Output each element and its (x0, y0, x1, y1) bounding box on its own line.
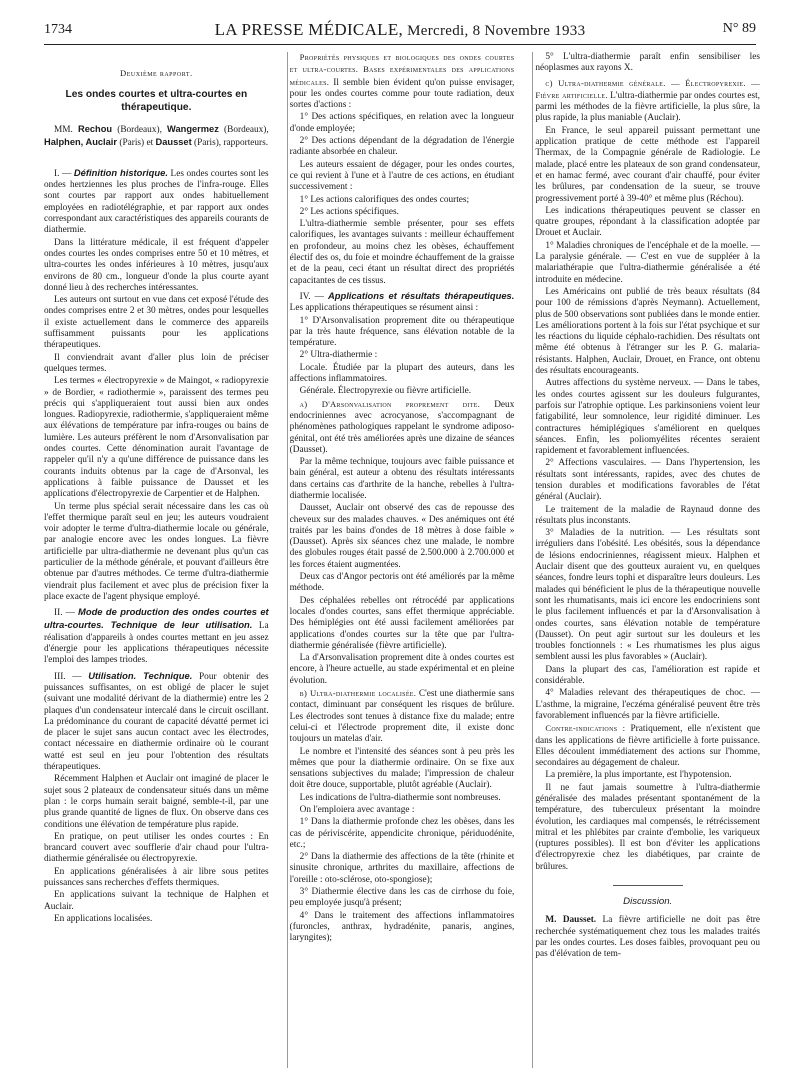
paragraph: Les auteurs ont surtout en vue dans cet exposé l'étude des ondes comprises entre 2 et 30 mètres, ondes pour lesquelles il existe actuellement dans le commerce des appareils suffisamment puissants pour les applications thérapeutiques. (44, 295, 269, 351)
paragraph: Il ne faut jamais soumettre à l'ultra-diathermie généralisée des malades présentant spontanément de la température, des tuberculeux présentant la moindre évolution, les cardiaques mal compensés, le rétrécissement mitral et les phlébites par crainte d'embolie, les variqueux (ruptures possibles). Il est bon d'éviter les applications d'électropyrexie chez les diabétiques, par crainte de brûlures. (535, 782, 761, 872)
section-3-paragraph (44, 670, 269, 774)
paragraph: En applications généralisées à air libre sous petites puissances sans recherches d'effets thermiques. (44, 866, 269, 888)
paragraph: 1° D'Arsonvalisation proprement dite ou thérapeutique par la très haute fréquence, sans élévation notable de la température. (289, 315, 515, 349)
page-header (44, 18, 756, 45)
paragraph: Dausset, Auclair ont observé des cas de repousse des cheveux sur des malades chauves. « Des anémiques ont été traités par les bains d'ondes de 18 mètres à dose faible » (Dausset). Après six séances chez une malade, le nombre des globules rouges était passé de 2.500.000 à 2.700.000 et les forces étaient augmentées. (289, 503, 515, 570)
arsonvalisation-paragraph (290, 399, 515, 456)
report-label: Deuxième rapport. (120, 68, 193, 78)
paragraph: 1° Des actions spécifiques, en relation avec la longueur d'onde employée; (289, 112, 515, 134)
localised-diathermy-heading: b) Ultra-diathermie localisée. (299, 688, 417, 699)
column-1 (44, 52, 269, 1068)
paragraph: Les ondes courtes sont les ondes hertziennes les plus proches de l'infra-rouge. Elles sont courtes par rapport aux ondes habituellement employées en radiotélégraphie, et par rapport aux ondes correspondant aux caractéristiques des appareils courants de diathermie. (44, 168, 269, 236)
paragraph: 5° L'ultra-diathermie paraît enfin sensibiliser les néoplasmes aux rayons X. (535, 52, 761, 74)
paragraph: Récemment Halphen et Auclair ont imaginé de placer le sujet sous 2 plateaux de condensateur situés dans un même plan : le corps humain serait baigné, semble-t-il, par une plus grande quantité de lignes de flux. On observe dans ces conditions une élévation de température plus rapide. (44, 774, 269, 830)
contraindications-heading: Contre-indications : (545, 723, 626, 734)
paragraph: 1° Dans la diathermie profonde chez les obèses, dans les cas de périviscérite, appendicite chronique, périduodénite, etc.; (289, 817, 515, 850)
author-halphen-affiliation: (Paris) et (119, 137, 154, 148)
paragraph: Les applications thérapeutiques se résument ainsi : (289, 303, 479, 314)
column-3 (532, 52, 760, 1068)
article-columns (44, 52, 760, 1068)
general-diathermy-paragraph (535, 78, 760, 125)
section-divider (613, 885, 683, 886)
report-title: Les ondes courtes et ultra-courtes en thérapeutique. (65, 89, 248, 113)
paragraph: Le traitement de la maladie de Raynaud donne des résultats plus inconstants. (535, 504, 761, 526)
authors-prefix: MM. (54, 125, 73, 136)
paragraph: Deux cas d'Angor pectoris ont été améliorés par la même méthode. (289, 572, 515, 594)
section-1-paragraph (44, 167, 269, 237)
journal-name: LA PRESSE MÉDICALE, (214, 20, 404, 39)
paragraph: Il conviendrait avant d'aller plus loin de préciser quelques termes. (44, 352, 269, 374)
paragraph: Locale. Étudiée par la plupart des auteurs, dans les affections inflammatoires. (289, 362, 515, 385)
paragraph: Les termes « électropyrexie » de Maingot, « radiopyrexie » de Bordier, « radiothermie », paraissent des termes peu précis qui s'appliqueraient tout aussi bien aux ondes longues. Radiopyrexie, radiothermie, s'appliqueraient même aux élévations de température par infra-rouges ou bains de lumière. Les auteurs préfèrent le nom d'Arsonvalisation par ondes courtes. Cette dénomination aurait l'avantage de rappeler qu'il n'y a qu'une différence de puissance dans les courants induits obtenus par la cage de d'Arsonval, les applications à faible puissance de Dausset et les applications d'électropyrexie de Carpentier et de Halphen. (44, 376, 269, 500)
paragraph: En applications localisées. (54, 913, 153, 924)
paragraph: 2° Les actions spécifiques. (299, 206, 399, 217)
section-4-heading: Applications et résultats thérapeutiques. (327, 289, 515, 301)
discussion-heading: Discussion. (623, 896, 673, 908)
localised-diathermy-paragraph (290, 688, 515, 745)
section-2-number: II. — (54, 608, 75, 619)
paragraph: Les auteurs essaient de dégager, pour les ondes courtes, ce qui revient à l'une et à l'autre de ces actions, en étudiant successivement : (289, 159, 515, 193)
paragraph: Les indications thérapeutiques peuvent se classer en quatre groupes, répondant à la classification adoptée par Drouet et Auclair. (535, 205, 761, 239)
paragraph: En France, le seul appareil puissant permettant une application pratique de cette méthode est l'appareil Thermax, de la Compagnie générale de Radiologie. Le malade, placé entre les plateaux de son grand condensateur, et en hamac fermé, avec courant d'air chauffé, pour éviter les brûlures, par condensation de la sueur, se trouve progressivement porté à 39-40° et même plus (Réchou). (535, 125, 761, 204)
author-halphen-auclair: Halphen, Auclair (44, 136, 118, 147)
paragraph: L'ultra-diathermie semble présenter, pour ses effets calorifiques, les avantages suivants : meilleur échauffement en profondeur, au moins chez les obèses, échauffement électif des os, du foie et moindre échauffement de la graisse et de la peau, ceci étant un résultat direct des propriétés capacitantes de ces tissus. (289, 219, 515, 286)
paragraph: Pratiquement, elle n'existent que dans les applications de fièvre artificielle à forte puissance. Elles découlent immédiatement des actions sur l'homme, secondaires au dégagement de chaleur. (535, 724, 761, 769)
paragraph: 2° Ultra-diathermie : (299, 350, 378, 361)
author-rechou-affiliation: (Bordeaux), (117, 125, 162, 136)
paragraph: 3° Maladies de la nutrition. — Les résultats sont irréguliers dans l'obésité. Les obésités, sous la dépendance de lésions endocriniennes, réagissent mieux. Halphen et Auclair disent que des goutteux auraient vu, en quelques séances, fondre leurs tophi et disparaître leurs douleurs. Les malades qui bénéficient le plus de la thérapeutique nouvelle sont les rhumatisants, mais ici encore les endocriniens sont le plus facilement influencés et par la d'Arsonvalisation à ondes courtes, sans élévation notable de température (Dausset). On peut agir surtout sur les douleurs et les troubles fonctionnels : « Les rhumatismes les plus aigus semblent aussi les plus favorables » (Auclair). (535, 528, 761, 663)
report-authors (44, 124, 269, 149)
paragraph: Les Américains ont publié de très beaux résultats (84 pour 100 de rémissions d'après Neymann). Actuellement, plus de 500 observations sont publiées dans le monde entier. Les améliorations portent à la fois sur l'état psychique et sur les réactions du liquide céphalo-rachidien. Des résultats ont même été obtenus à l'étranger sur les P. G. malaria-résistants. Halphen, Auclair, Drouet, en France, ont obtenu des résultats encourageants. (535, 286, 761, 377)
issue-number: N° 89 (722, 21, 756, 36)
journal-title-line (44, 20, 756, 40)
section-4-number: IV. — (299, 291, 324, 302)
general-diathermy-heading: c) Ultra-diathermie générale. — Électropyrexie. — Fièvre artificielle. (535, 77, 761, 100)
paragraph: On l'emploiera avec avantage : (299, 805, 415, 815)
paragraph: 4° Dans le traitement des affections inflammatoires (furoncles, anthrax, hydradénite, panaris, angines, laryngites); (289, 910, 515, 944)
author-wangermez: Wangermez (167, 124, 219, 135)
properties-paragraph (290, 52, 515, 111)
paragraph: Des céphalées rebelles ont rétrocédé par applications locales d'ondes courtes, sans effet thermique appréciable. Des hémiplégies ont été aussi facilement améliorées par applications d'ondes courtes sur la tête que par l'ultra-diathermie généralisée (fièvre artificielle). (289, 595, 515, 651)
arsonvalisation-heading: a) D'Arsonvalisation proprement dite. (299, 398, 481, 409)
paragraph: C'est une diathermie sans contact, diminuant par conséquent les risques de brûlure. Les électrodes sont tenues à distance fixe du malade; entre celui-ci et l'électrode proprement dite, il existe donc toujours un matelas d'air. (289, 689, 515, 745)
paragraph: La fièvre artificielle ne doit pas être recherchée systématiquement chez tous les malades traités par les ondes courtes. Les doses faibles, provoquant peu ou pas d'élévation de tem- (535, 915, 761, 960)
paragraph: Dans la plupart des cas, l'amélioration est rapide et considérable. (535, 664, 761, 687)
paragraph: En pratique, on peut utiliser les ondes courtes : En brancard couvert avec soufflerie d'air chaud pour l'ultra-diathermie généralisée ou électropyrexie. (44, 831, 269, 865)
paragraph: Le nombre et l'intensité des séances sont à peu près les mêmes que pour la diathermie ordinaire. On se fixe aux sensations subjectives du malade; l'impression de chaleur doit être douce, supportable, plutôt agréable (Auclair). (289, 746, 515, 791)
discussant-name: M. Dausset. (545, 915, 597, 926)
contraindications-paragraph (535, 723, 760, 769)
author-wangermez-affiliation: (Bordeaux), (224, 125, 269, 136)
paragraph: La d'Arsonvalisation proprement dite à ondes courtes est encore, à l'heure actuelle, au stade expérimental et en pleine évolution. (289, 653, 515, 686)
paragraph: La première, la plus importante, est l'hypotension. (545, 770, 732, 781)
paragraph: 4° Maladies relevant des thérapeutiques de choc. — L'asthme, la migraine, l'eczéma généralisé peuvent être très favorablement influencés par la fièvre artificielle. (535, 688, 761, 721)
paragraph: La réalisation d'appareils à ondes courtes mettant en jeu assez d'énergie pour les applications thérapeutiques nécessite l'emploi des lampes triodes. (44, 621, 269, 666)
paragraph: Générale. Électropyrexie ou fièvre artificielle. (299, 386, 472, 397)
page-number: 1734 (44, 22, 72, 37)
paragraph: 2° Des actions dépendant de la dégradation de l'énergie radiante absorbée en chaleur. (289, 136, 515, 158)
issue-date: Mercredi, 8 Novembre 1933 (407, 23, 586, 39)
paragraph: L'ultra-diathermie par ondes courtes est, parmi les méthodes de la fièvre artificielle, la plus sûre, la plus rapide, la plus maniable (Auclair). (535, 90, 761, 124)
paragraph: Deux endocriniennes avec acrocyanose, s'accompagnant de phénomènes pathologiques rappelant le syndrome adiposo-génital, ont été très améliorées après une dizaine de séances (Dausset). (289, 399, 515, 455)
paragraph: 1° Maladies chroniques de l'encéphale et de la moelle. — La paralysie générale. — C'est en vue de suppléer à la malariathérapie que l'ultra-diathermie généralisée a été introduite en médecine. (535, 240, 761, 285)
section-3-number: III. — (54, 671, 82, 682)
section-2-heading: Mode de production des ondes courtes et ultra-courtes. Technique de leur utilisation. (44, 606, 269, 631)
paragraph: 2° Dans la diathermie des affections de la tête (rhinite et sinusite chronique, arthrites du maxillaire, affections de l'oreille : oto-sclérose, oto-spongiose); (289, 852, 515, 885)
section-2-paragraph (44, 606, 269, 666)
paragraph: 2° Affections vasculaires. — Dans l'hypertension, les résultats sont intéressants, rapides, avec des chutes de tension durables et modifications favorables de l'état général (Auclair). (535, 458, 761, 503)
discussion-paragraph (535, 915, 760, 960)
author-dausset: Dausset (155, 136, 192, 147)
author-dausset-affiliation: (Paris), rapporteurs. (194, 137, 269, 148)
paragraph: Il semble bien évident qu'on puisse envisager, pour les ondes courtes comme pour toute radiation, deux sortes d'actions : (289, 77, 515, 111)
paragraph: Les indications de l'ultra-diathermie sont nombreuses. (299, 792, 501, 803)
section-3-heading: Utilisation. Technique. (88, 669, 193, 681)
author-rechou: Rechou (78, 124, 113, 135)
paragraph: Autres affections du système nerveux. — Dans le tabes, les ondes courtes agissent sur les douleurs fulgurantes, parfois sur l'atrophie optique. Les parkinsoniens voient leur fatigabilité, leur somnolence, leur rigidité diminuer. Les contractures hémiplégiques s'améliorent en quelques séances. Enfin, les poliomyélites récentes seraient rapidement et favorablement influencées. (535, 378, 761, 457)
paragraph: Par la même technique, toujours avec faible puissance et bain général, est auteur a obtenu des résultats intéressants dans certains cas d'arthrite de la hanche, rebelles à l'ultra-diathermie localisée. (289, 457, 515, 501)
paragraph: Un terme plus spécial serait nécessaire dans les cas où l'effet thermique paraît seul en jeu; les auteurs voudraient voir adopter le terme d'ultra-diathermie locale ou générale, par analogie encore avec les ondes longues. La fièvre artificielle par ultra-diathermie ne devenant plus qu'un cas particulier de la méthode générale, et pouvant d'ailleurs être obtenue par d'autres méthodes. Ce terme d'ultra-diathermie viendrait plus facilement et avec plus de précision fixer la place exacte de l'agent physique employé. (44, 501, 269, 602)
paragraph: En applications suivant la technique de Halphen et Auclair. (44, 890, 269, 912)
section-1-number: I. — (54, 168, 72, 179)
paragraph: 1° Les actions calorifiques des ondes courtes; (299, 194, 470, 205)
section-4-paragraph (290, 290, 515, 315)
paragraph: Pour obtenir des puissances suffisantes, on est obligé de placer le sujet (suivant une modalité dérivant de la diathermie) entre les 2 plaques d'un condensateur intercalé dans le circuit oscillant. La prédominance du courant de capacité dévatté permet ici de placer le sujet sans aucun contact avec les électrodes, contact nécessaire en diathermie ordinaire où le courant watté est seul en jeu pour l'obtention des résultats thérapeutiques. (44, 671, 269, 773)
properties-heading: Propriétés physiques et biologiques des ondes courtes et ultra-courtes. Bases expérimentales des applications médicales. (289, 52, 515, 87)
column-2 (287, 52, 515, 1068)
paragraph: Dans la littérature médicale, il est fréquent d'appeler ondes courtes les ondes comprises entre 50 et 10 mètres, et ultra-courtes les ondes inférieures à 10 mètres, jusqu'aux environs de 80 cm., longueur d'onde la plus courte ayant donné lieu à des recherches intéressantes. (44, 237, 269, 293)
section-1-heading: Définition historique. (73, 166, 168, 178)
paragraph: 3° Diathermie élective dans les cas de cirrhose du foie, peu employée jusqu'à présent; (289, 887, 515, 909)
